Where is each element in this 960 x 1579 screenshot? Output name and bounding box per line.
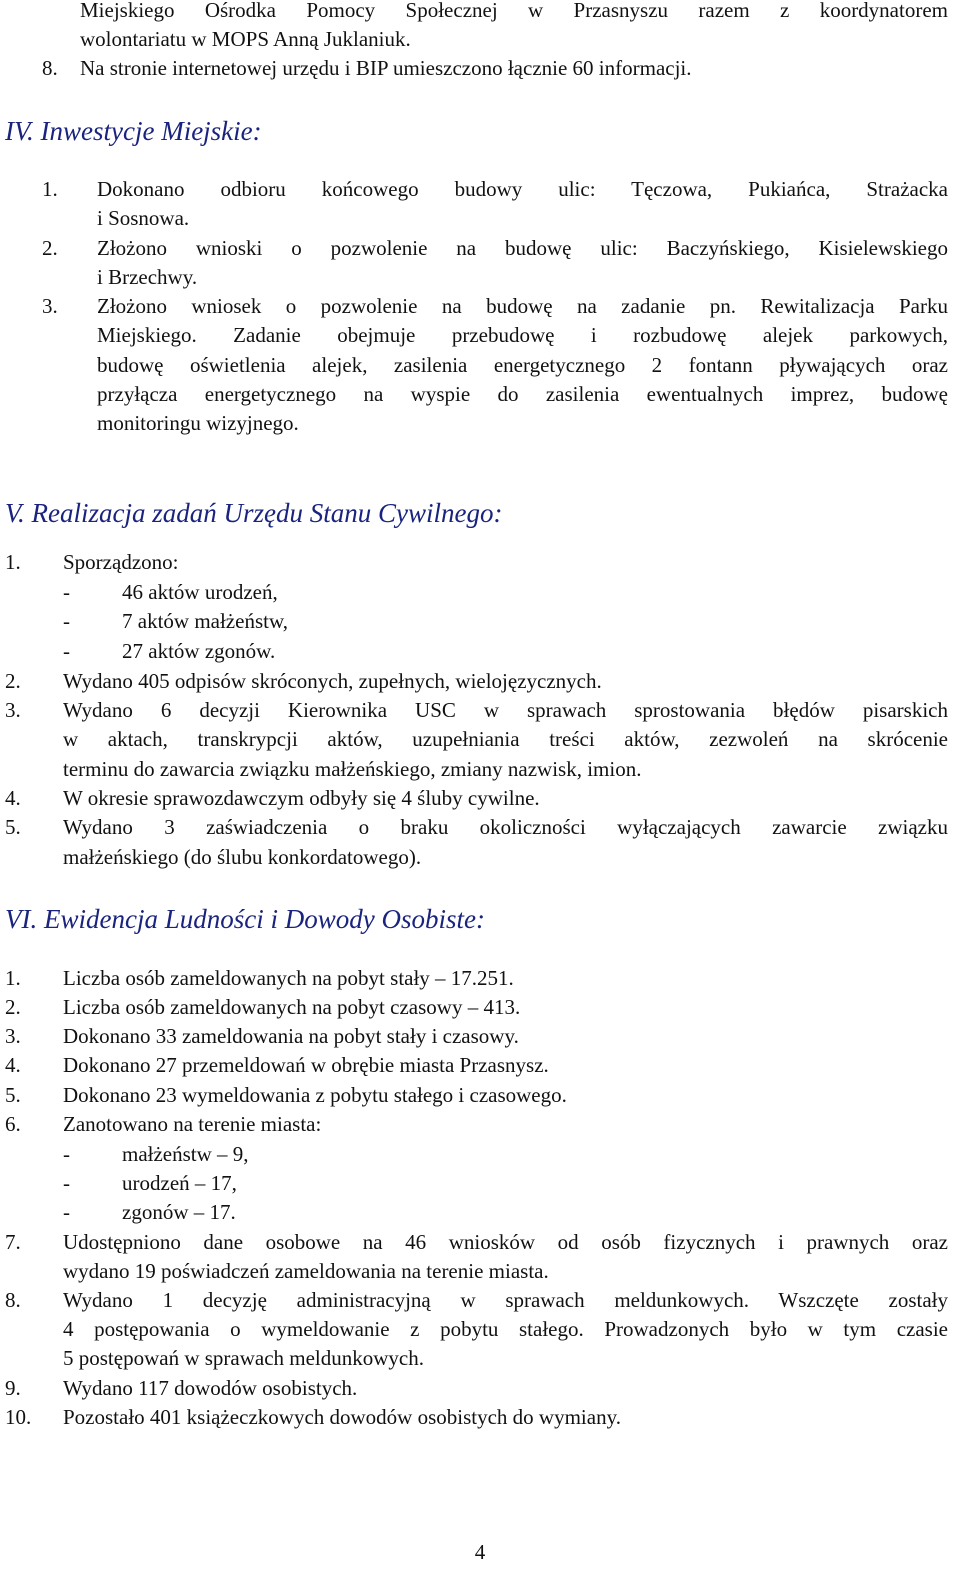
- dash: -: [63, 1200, 70, 1224]
- text-line: Pozostało 401 książeczkowych dowodów osobistych do wymiany.: [63, 1405, 621, 1429]
- list-number: 3.: [42, 294, 58, 318]
- text-line: Wydano 1 decyzję administracyjną w sprawach meldunkowych. Wszczęte zostały: [63, 1288, 948, 1312]
- list-number: 3.: [5, 698, 21, 722]
- list-number: 6.: [5, 1112, 21, 1136]
- text-line: małżeńskiego (do ślubu konkordatowego).: [63, 845, 422, 869]
- text-line: W okresie sprawozdawczym odbyły się 4 śluby cywilne.: [63, 786, 540, 810]
- dash: -: [63, 1171, 70, 1195]
- text-line: Zanotowano na terenie miasta:: [63, 1112, 322, 1136]
- text-line: 4 postępowania o wymeldowanie z pobytu stałego. Prowadzonych było w tym czasie: [63, 1317, 948, 1341]
- text-line: wolontariatu w MOPS Anną Juklaniuk.: [80, 27, 411, 51]
- text-line: Liczba osób zameldowanych na pobyt czasowy – 413.: [63, 995, 521, 1019]
- text-line: terminu do zawarcia związku małżeńskiego, zmiany nazwisk, imion.: [63, 757, 642, 781]
- text-line: Dokonano 23 wymeldowania z pobytu stałego i czasowego.: [63, 1083, 567, 1107]
- list-number: 1.: [42, 177, 58, 201]
- text-line: zgonów – 17.: [122, 1200, 236, 1224]
- text-line: w aktach, transkrypcji aktów, uzupełniania treści aktów, zezwoleń na skrócenie: [63, 727, 948, 751]
- text-line: Wydano 3 zaświadczenia o braku okoliczności wyłączających zawarcie związku: [63, 815, 948, 839]
- text-line: Liczba osób zameldowanych na pobyt stały – 17.251.: [63, 966, 514, 990]
- list-number: 3.: [5, 1024, 21, 1048]
- text-line: monitoringu wizyjnego.: [97, 411, 299, 435]
- list-number: 1.: [5, 966, 21, 990]
- text-line: 46 aktów urodzeń,: [122, 580, 278, 604]
- text-line: wydano 19 poświadczeń zameldowania na terenie miasta.: [63, 1259, 549, 1283]
- dash: -: [63, 609, 70, 633]
- dash: -: [63, 580, 70, 604]
- list-number: 2.: [5, 669, 21, 693]
- list-number: 4.: [5, 786, 21, 810]
- dash: -: [63, 639, 70, 663]
- text-line: 5 postępowań w sprawach meldunkowych.: [63, 1346, 424, 1370]
- text-line: 7 aktów małżeństw,: [122, 609, 289, 633]
- section-heading: V. Realizacja zadań Urzędu Stanu Cywilnego:: [5, 498, 503, 528]
- text-line: Dokonano 27 przemeldowań w obrębie miasta Przasnysz.: [63, 1053, 549, 1077]
- list-number: 2.: [5, 995, 21, 1019]
- text-line: i Brzechwy.: [97, 265, 198, 289]
- list-number: 8.: [42, 56, 58, 80]
- text-line: Wydano 117 dowodów osobistych.: [63, 1376, 358, 1400]
- text-line: Dokonano odbioru końcowego budowy ulic: Tęczowa, Pukiańca, Strażacka: [97, 177, 948, 201]
- list-number: 4.: [5, 1053, 21, 1077]
- text-line: urodzeń – 17,: [122, 1171, 237, 1195]
- list-number: 9.: [5, 1376, 21, 1400]
- list-number: 1.: [5, 550, 21, 574]
- text-line: Udostępniono dane osobowe na 46 wniosków od osób fizycznych i prawnych oraz: [63, 1230, 948, 1254]
- text-line: Sporządzono:: [63, 550, 179, 574]
- list-number: 2.: [42, 236, 58, 260]
- text-line: małżeństw – 9,: [122, 1142, 249, 1166]
- text-line: Złożono wnioski o pozwolenie na budowę ulic: Baczyńskiego, Kisielewskiego: [97, 236, 948, 260]
- text-line: budowę oświetlenia alejek, zasilenia energetycznego 2 fontann pływających oraz: [97, 353, 948, 377]
- list-number: 7.: [5, 1230, 21, 1254]
- list-number: 5.: [5, 1083, 21, 1107]
- text-line: 27 aktów zgonów.: [122, 639, 276, 663]
- section-heading: VI. Ewidencja Ludności i Dowody Osobiste:: [5, 904, 485, 934]
- text-line: przyłącza energetycznego na wyspie do zasilenia ewentualnych imprez, budowę: [97, 382, 948, 406]
- text-line: Złożono wniosek o pozwolenie na budowę na zadanie pn. Rewitalizacja Parku: [97, 294, 948, 318]
- page-number: 4: [474, 1540, 486, 1564]
- list-number: 8.: [5, 1288, 21, 1312]
- text-line: Wydano 6 decyzji Kierownika USC w sprawach sprostowania błędów pisarskich: [63, 698, 948, 722]
- dash: -: [63, 1142, 70, 1166]
- list-number: 10.: [5, 1405, 32, 1429]
- text-line: Miejskiego. Zadanie obejmuje przebudowę i rozbudowę alejek parkowych,: [97, 323, 948, 347]
- text-line: Miejskiego Ośrodka Pomocy Społecznej w Przasnyszu razem z koordynatorem: [80, 0, 948, 22]
- section-heading: IV. Inwestycje Miejskie:: [5, 116, 262, 146]
- text-line: i Sosnowa.: [97, 206, 190, 230]
- text-line: Dokonano 33 zameldowania na pobyt stały i czasowy.: [63, 1024, 519, 1048]
- list-number: 5.: [5, 815, 21, 839]
- text-line: Wydano 405 odpisów skróconych, zupełnych, wielojęzycznych.: [63, 669, 602, 693]
- text-line: Na stronie internetowej urzędu i BIP umieszczono łącznie 60 informacji.: [80, 56, 692, 80]
